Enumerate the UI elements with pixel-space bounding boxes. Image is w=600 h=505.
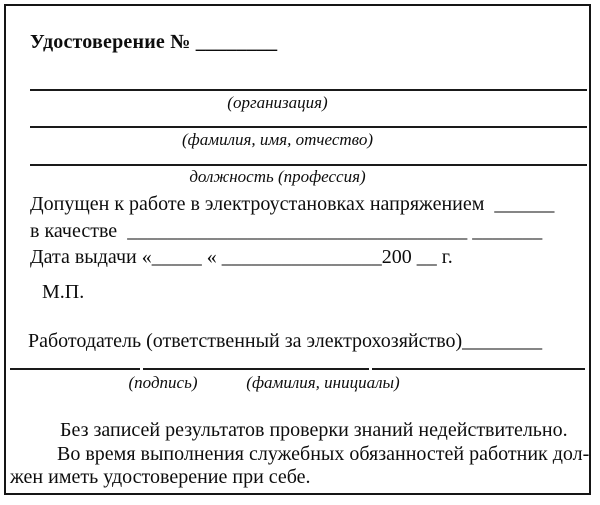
signature-rule-right [372,368,585,370]
signature-rule-left [10,368,140,370]
note-line-3: жен иметь удостоверение при себе. [10,466,311,488]
note-line-2: Во время выполнения служебных обязанностей работник дол- [57,443,590,465]
issue-date-line: Дата выдачи «_____ « ________________200 __ г. [30,246,453,268]
certificate-title: Удостоверение № ________ [30,31,278,53]
note-line-1: Без записей результатов проверки знаний недействительно. [60,419,568,441]
position-rule [30,164,587,166]
full-name-rule [30,126,587,128]
signature-rule-center [143,368,369,370]
admission-line: Допущен к работе в электроустановках напряжением ______ [30,193,555,215]
initials-label: (фамилия, инициалы) [246,373,400,392]
organization-label: (организация) [227,93,328,112]
position-label: должность (профессия) [189,167,366,186]
organization-rule [30,89,587,91]
stamp-mark: М.П. [42,281,85,303]
signature-label: (подпись) [128,373,198,392]
signature-rule [10,368,585,370]
capacity-line: в качестве __________________________________ _______ [30,220,543,242]
employer-line: Работодатель (ответственный за электрохозяйство)________ [28,330,543,352]
full-name-label: (фамилия, имя, отчество) [182,130,373,149]
